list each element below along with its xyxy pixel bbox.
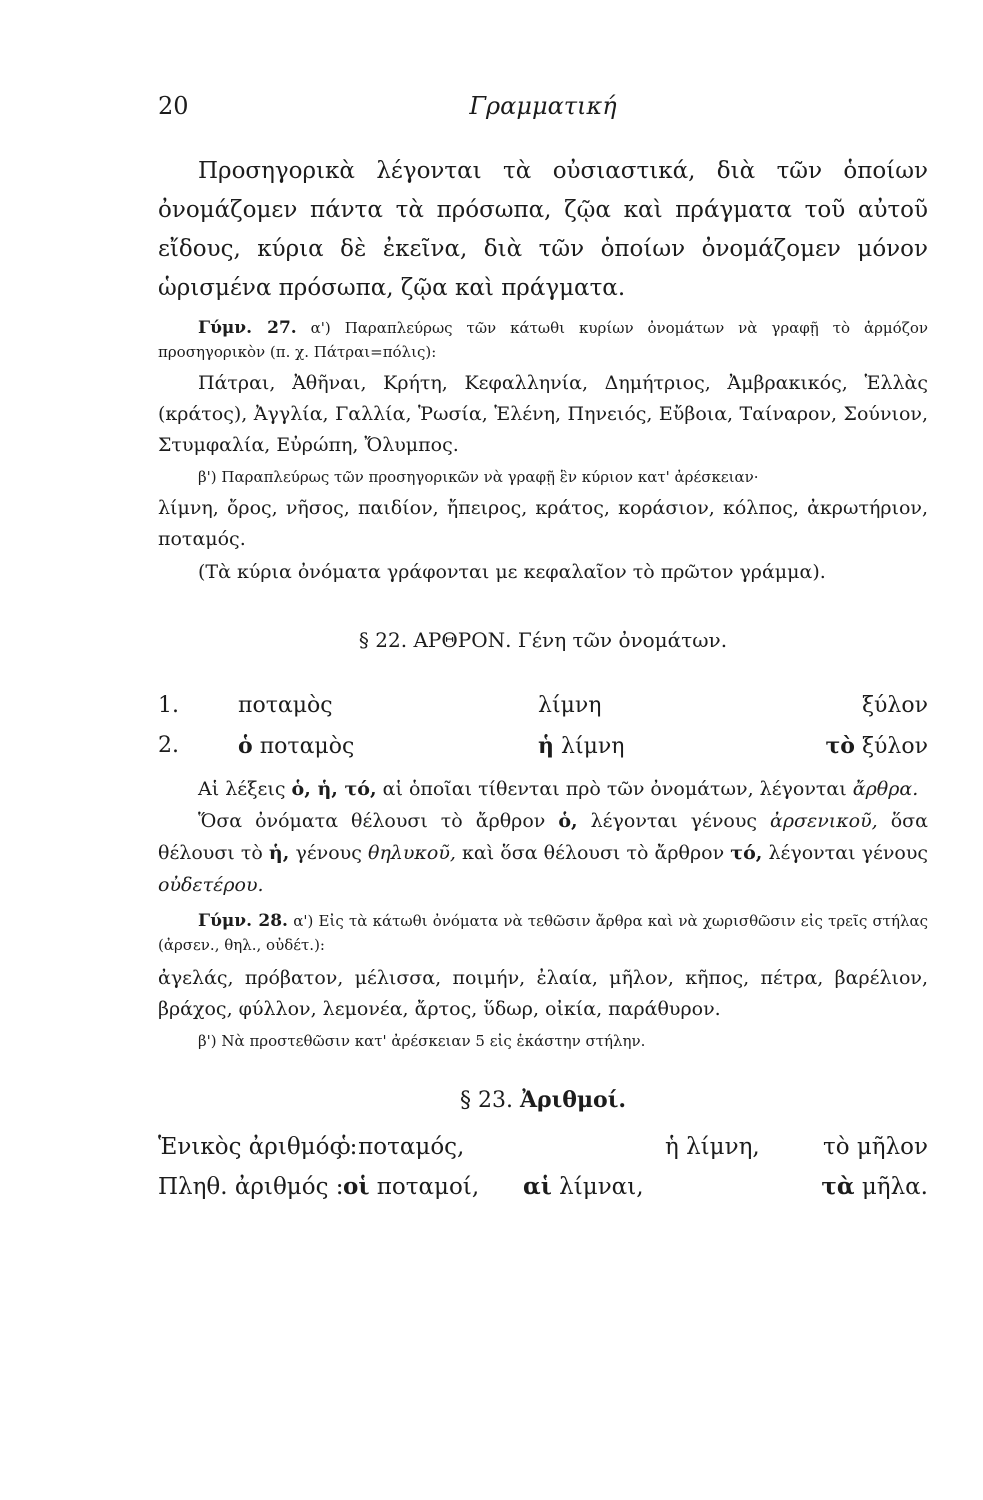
plural-label: Πληθ. ἀριθμός : (158, 1174, 344, 1200)
articles-bold: ὁ, ἡ, τό, (291, 778, 377, 800)
exercise-27-instruction-b: β') Παραπλεύρως τῶν προσηγορικῶν νὰ γραφῇ ἓν κύριον κατ' ἀρέσκειαν· (198, 468, 759, 486)
term-neuter: οὐδετέρου. (158, 874, 264, 896)
section-22-title: § 22. ΑΡΘΡΟΝ. (358, 628, 512, 652)
feminine-noun: λίμνη (538, 693, 602, 718)
exercise-27-instruction-a (158, 316, 928, 364)
term-feminine: θηλυκοῦ, (368, 842, 456, 864)
definition-paragraph: Προσηγορικὰ λέγονται τὰ οὐσιαστικά, διὰ τῶν ὁποίων ὀνομάζομεν πάντα τὰ πρόσωπα, ζῷα καὶ πράγματα τοῦ αὐτοῦ εἴδους, κύρια δὲ ἐκεῖνα, διὰ τῶν ὁποίων ὀνομάζομεν μόνον ὡρισμένα πρόσωπα, ζῷα καὶ πράγματα. (158, 158, 928, 301)
exercise-27-label: Γύμν. 27. (198, 318, 297, 338)
row-number: 1. (158, 693, 179, 718)
page-header (158, 92, 928, 132)
section-23-number: § 23. (459, 1088, 513, 1113)
text-fragment: Ὅσα ὀνόματα θέλουσι τὸ ἄρθρον (198, 810, 546, 832)
running-title: Γραμματική (469, 92, 617, 120)
plural-masculine (343, 1167, 479, 1207)
neuter-noun: ξύλον (861, 693, 928, 718)
text-fragment: αἱ ὁποῖαι τίθενται πρὸ τῶν ὀνομάτων, λέγονται (382, 778, 847, 800)
exercise-28-instruction-a-text: α') Εἰς τὰ κάτωθι ὀνόματα νὰ τεθῶσιν ἄρθρα καὶ νὰ χωρισθῶσιν εἰς τρεῖς στήλας (ἀρσεν., θηλ., οὐδέτ.): (158, 912, 929, 954)
term-masculine: ἀρσενικοῦ, (770, 810, 878, 832)
text-fragment: λέγονται γένους (768, 842, 929, 864)
text-fragment: Αἱ λέξεις (198, 778, 286, 800)
row-number: 2. (158, 733, 179, 758)
plural-noun: μῆλα. (861, 1174, 928, 1200)
exercise-28-instruction-a (158, 909, 928, 957)
section-22-heading (158, 628, 928, 652)
article-masculine-bold: ὁ, (558, 810, 578, 832)
section-22-subtitle: Γένη τῶν ὀνομάτων. (517, 628, 728, 652)
neuter-noun: ξύλον (861, 734, 928, 759)
masculine-article: ὁ (238, 733, 253, 759)
exercise-28-words: ἀγελάς, πρόβατον, μέλισσα, ποιμήν, ἐλαία, μῆλον, κῆπος, πέτρα, βαρέλιον, βράχος, φύλλον, λεμονέα, ἄρτος, ὕδωρ, οἰκία, παράθυρον. (158, 967, 928, 1020)
section-23-title: Ἀριθμοί. (519, 1087, 627, 1113)
text-fragment: γένους (295, 842, 362, 864)
exercise-28-label: Γύμν. 28. (198, 911, 288, 931)
text-fragment: λέγονται γένους (590, 810, 758, 832)
term-arthra: ἄρθρα. (852, 778, 919, 800)
page (158, 92, 928, 1207)
masculine-with-article (238, 726, 538, 767)
feminine-noun: λίμνη (561, 734, 625, 759)
exercise-27-proper-names: Πάτραι, Ἀθῆναι, Κρήτη, Κεφαλληνία, Δημήτριος, Ἀμβρακικός, Ἑλλὰς (κράτος), Ἀγγλία, Γαλλία, Ῥωσία, Ἑλένη, Πηνειός, Εὔβοια, Ταίναρον, Σούνιον, Στυμφαλία, Εὐρώπη, Ὄλυμπος. (158, 372, 928, 456)
neuter-article: τὸ (825, 733, 855, 759)
article-feminine-bold: ἡ, (268, 842, 290, 864)
article-neuter-bold: τό, (730, 842, 763, 864)
gender-definition-paragraph (158, 805, 928, 901)
masculine-noun: ποταμὸς (259, 734, 355, 759)
article-examples (158, 686, 928, 767)
plural-article-masculine: οἱ (343, 1173, 370, 1200)
plural-neuter (821, 1167, 928, 1207)
text-fragment: καὶ ὅσα θέλουσι τὸ ἄρθρον (462, 842, 725, 864)
singular-masculine: ὁ ποταμός, (337, 1134, 465, 1160)
exercise-28-instruction-b: β') Νὰ προστεθῶσιν κατ' ἀρέσκειαν 5 εἰς ἑκάστην στήλην. (198, 1032, 646, 1050)
feminine-article: ἡ (538, 733, 554, 759)
singular-neuter: τὸ μῆλον (822, 1134, 928, 1160)
masculine-noun: ποταμὸς (238, 693, 333, 718)
page-number: 20 (158, 92, 189, 120)
neuter-with-article (788, 726, 928, 767)
plural-article-neuter: τὰ (821, 1173, 855, 1200)
singular-row (158, 1127, 928, 1167)
text-fragment: ὅσα θέλουσι τὸ (158, 810, 928, 864)
section-23-heading (158, 1087, 928, 1113)
plural-article-feminine: αἱ (523, 1173, 552, 1200)
article-row-2 (158, 726, 928, 767)
article-definition-paragraph (158, 773, 928, 805)
feminine-with-article (538, 726, 788, 767)
plural-row (158, 1167, 928, 1207)
singular-feminine: ἡ λίμνη, (665, 1134, 760, 1160)
plural-noun: λίμναι, (559, 1174, 644, 1200)
article-row-1 (158, 686, 928, 726)
exercise-27-note: (Τὰ κύρια ὀνόματα γράφονται με κεφαλαῖον τὸ πρῶτον γράμμα). (198, 561, 826, 583)
exercise-27-instruction-a-text: α') Παραπλεύρως τῶν κάτωθι κυρίων ὀνομάτων νὰ γραφῇ τὸ ἁρμόζον προσηγορικὸν (π. χ. Πάτραι=πόλις): (158, 319, 928, 361)
exercise-27-common-nouns: λίμνη, ὄρος, νῆσος, παιδίον, ἤπειρος, κράτος, κοράσιον, κόλπος, ἀκρωτήριον, ποταμός. (158, 497, 928, 550)
plural-noun: ποταμοί, (376, 1174, 480, 1200)
plural-feminine (523, 1167, 644, 1207)
singular-label: Ἑνικὸς ἀριθμός : (158, 1134, 358, 1160)
